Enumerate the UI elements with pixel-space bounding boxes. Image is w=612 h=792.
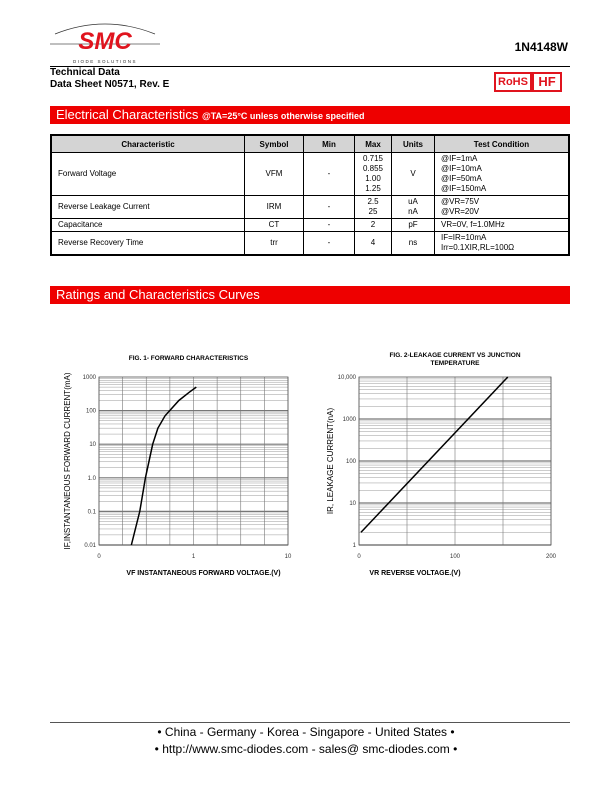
- cell: Forward Voltage: [51, 153, 245, 196]
- y-tick-label: 10: [349, 501, 356, 507]
- cell: Capacitance: [51, 219, 245, 232]
- part-number: 1N4148W: [514, 40, 568, 54]
- value: 1.00: [365, 174, 381, 183]
- value: Irr=0.1XIR,RL=100Ω: [441, 243, 515, 252]
- cell: Reverse Recovery Time: [51, 232, 245, 256]
- y-tick-label: 100: [85, 408, 96, 415]
- cell: IRM: [245, 196, 304, 219]
- footer-divider: [50, 722, 570, 723]
- y-axis-label: IR, LEAKAGE CURRENT(nA): [326, 407, 335, 515]
- footer-locations: • China - Germany - Korea - Singapore - United States •: [157, 725, 455, 739]
- value: 2.5: [367, 197, 379, 206]
- value: 1.25: [365, 184, 381, 193]
- value: @VR=75V: [441, 197, 480, 206]
- footer-contacts: • http://www.smc-diodes.com - sales@ smc-diodes.com •: [154, 742, 458, 756]
- x-tick-label: 1: [191, 554, 196, 560]
- cell: [435, 232, 570, 256]
- value: IF=IR=10mA: [441, 233, 487, 242]
- table-row: [51, 232, 569, 256]
- table-row: [51, 153, 569, 196]
- cell: [392, 196, 435, 219]
- cell: pF: [392, 219, 435, 232]
- cell: -: [304, 232, 355, 256]
- x-tick-label: 100: [449, 554, 461, 560]
- col-header: Characteristic: [51, 135, 245, 153]
- cell: [355, 153, 392, 196]
- y-axis-label: IF,INSTANTANEOUS FORWARD CURRENT(mA): [63, 372, 72, 550]
- value: @IF=1mA: [441, 154, 478, 163]
- col-header: Symbol: [245, 135, 304, 153]
- cell: -: [304, 219, 355, 232]
- cell: CT: [245, 219, 304, 232]
- logo-subtext: DIODE SOLUTIONS: [72, 59, 138, 64]
- y-tick-label: 1: [352, 543, 356, 549]
- cell: 4: [355, 232, 392, 256]
- y-tick-label: 0.01: [84, 543, 96, 549]
- value: @IF=150mA: [441, 184, 487, 193]
- y-tick-label: 1.0: [87, 475, 96, 482]
- cell: ns: [392, 232, 435, 256]
- value: @VR=20V: [441, 207, 480, 216]
- data-series-line: [361, 377, 508, 532]
- electrical-table: [50, 134, 570, 256]
- electrical-section-header: [50, 106, 570, 124]
- y-tick-label: 1000: [342, 417, 356, 423]
- charts: [0, 340, 612, 590]
- cell: trr: [245, 232, 304, 256]
- section-title: Electrical Characteristics: [56, 107, 199, 122]
- chart-title: FIG. 1- FORWARD CHARACTERISTICS: [128, 355, 249, 362]
- cell: V: [392, 153, 435, 196]
- cell: -: [304, 153, 355, 196]
- cell: VR=0V, f=1.0MHz: [435, 219, 570, 232]
- rohs-badge: RoHS: [494, 72, 532, 92]
- col-header: Test Condition: [435, 135, 570, 153]
- section-condition: @TA=25°C unless otherwise specified: [201, 111, 365, 121]
- col-header: Units: [392, 135, 435, 153]
- cell: [355, 196, 392, 219]
- value: @IF=10mA: [441, 164, 482, 173]
- chart-title: FIG. 2-LEAKAGE CURRENT VS JUNCTION: [389, 352, 521, 359]
- cell: 2: [355, 219, 392, 232]
- value: @IF=50mA: [441, 174, 482, 183]
- value: uA: [408, 197, 418, 206]
- doc-info: [50, 67, 169, 91]
- col-header: Min: [304, 135, 355, 153]
- cell: Reverse Leakage Current: [51, 196, 245, 219]
- technical-data-label: Technical Data: [50, 67, 120, 78]
- x-tick-label: 0: [97, 554, 101, 560]
- y-tick-label: 10: [89, 442, 96, 449]
- x-axis-label: VF INSTANTANEOUS FORWARD VOLTAGE.(V): [126, 570, 281, 577]
- smc-logo: [50, 20, 160, 66]
- curves-section-header: Ratings and Characteristics Curves: [50, 286, 570, 304]
- col-header: Max: [355, 135, 392, 153]
- value: 25: [368, 207, 378, 216]
- cell: VFM: [245, 153, 304, 196]
- datasheet-label: Data Sheet N0571, Rev. E: [50, 79, 170, 90]
- x-tick-label: 200: [545, 554, 557, 560]
- cell: [435, 196, 570, 219]
- x-tick-label: 10: [284, 554, 292, 560]
- logo-text: SMC: [78, 28, 132, 55]
- cell: [435, 153, 570, 196]
- y-tick-label: 10,000: [337, 375, 356, 381]
- x-axis-label: VR REVERSE VOLTAGE.(V): [369, 570, 461, 577]
- y-tick-label: 100: [345, 459, 356, 465]
- y-tick-label: 1000: [82, 375, 96, 381]
- value: nA: [408, 207, 418, 216]
- cell: -: [304, 196, 355, 219]
- y-tick-label: 0.1: [87, 509, 96, 516]
- table-row: [51, 219, 569, 232]
- value: 0.715: [362, 154, 384, 163]
- chart-title: TEMPERATURE: [430, 360, 480, 367]
- x-tick-label: 0: [357, 554, 361, 560]
- value: 0.855: [362, 164, 384, 173]
- hf-badge: HF: [532, 72, 562, 92]
- table-row: [51, 196, 569, 219]
